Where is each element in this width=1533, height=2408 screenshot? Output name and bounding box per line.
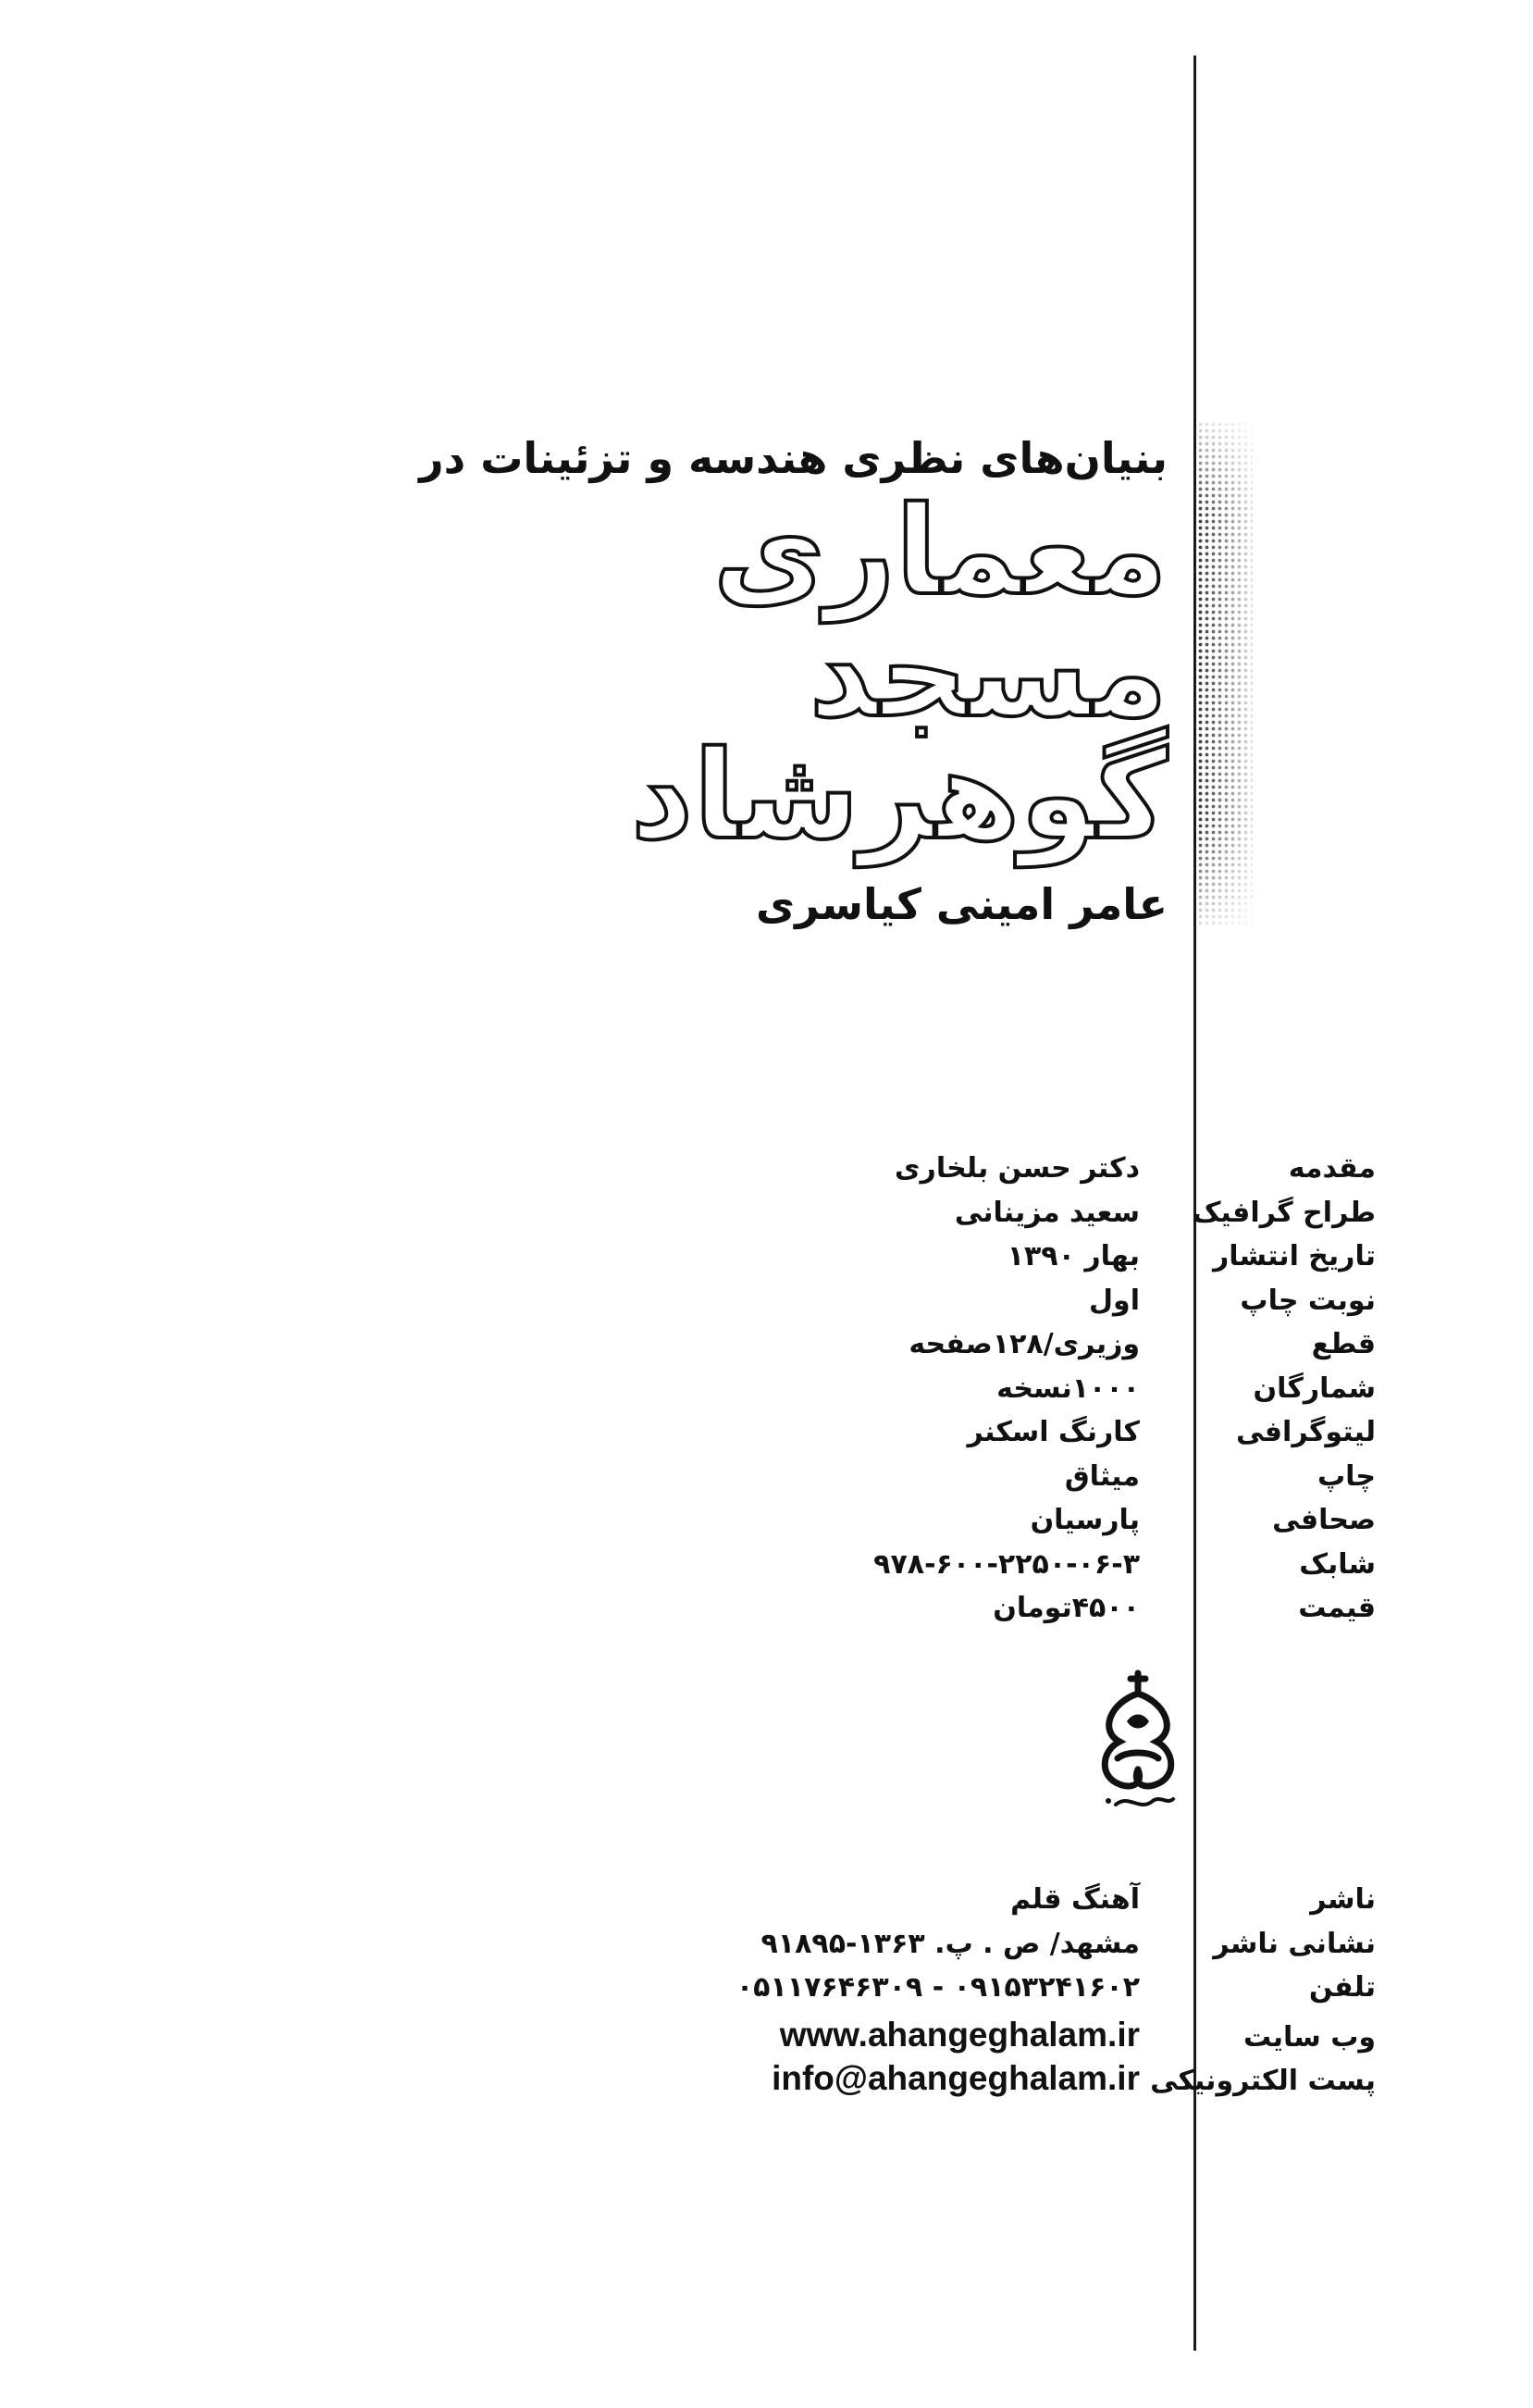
colophon-row-isbn <box>451 1548 1376 1593</box>
website-link[interactable]: www.ahangeghalam.ir <box>779 2015 1140 2054</box>
publisher-label: تلفن <box>1308 1971 1376 2004</box>
publisher-row-website <box>451 2016 1376 2060</box>
colophon-value: وزیری/۱۲۸صفحه <box>909 1328 1140 1360</box>
publisher-label: نشانی ناشر <box>1213 1927 1376 1960</box>
colophon-value: کارنگ اسکنر <box>967 1416 1140 1448</box>
book-title-line-3: گوهرشاد <box>630 725 1168 867</box>
colophon-label: قطع <box>1311 1328 1376 1360</box>
publisher-value: مشهد/ ص . پ. ۱۳۶۳-۹۱۸۹۵ <box>760 1927 1140 1960</box>
colophon-row-printing <box>451 1460 1376 1505</box>
book-subtitle: بنیان‌های نظری هندسه و تزئینات در <box>419 433 1168 483</box>
publisher-value: آهنگ قلم <box>1010 1883 1140 1916</box>
email-link[interactable]: info@ahangeghalam.ir <box>772 2059 1140 2097</box>
colophon-row-binding <box>451 1504 1376 1548</box>
colophon-value: سعید مزینانی <box>954 1196 1140 1229</box>
book-title-line-1: معماری <box>712 480 1168 623</box>
publisher-label: ناشر <box>1310 1883 1376 1916</box>
publisher-row-address <box>451 1928 1376 1972</box>
colophon-details <box>451 1152 1376 1636</box>
publisher-row-phone <box>451 1971 1376 2016</box>
book-title-line-2: مسجد <box>809 602 1168 745</box>
colophon-row-lithography <box>451 1416 1376 1460</box>
colophon-value: ۴۵۰۰تومان <box>993 1592 1140 1624</box>
colophon-value: ۱۰۰۰نسخه <box>996 1372 1140 1405</box>
publisher-label: پست الکترونیکی <box>1150 2065 1376 2097</box>
title-block <box>419 426 1168 937</box>
colophon-value: اول <box>1089 1284 1140 1317</box>
colophon-row-introduction <box>451 1152 1376 1197</box>
colophon-value: دکتر حسن بلخاری <box>895 1152 1140 1185</box>
colophon-row-publish-date <box>451 1240 1376 1285</box>
halftone-fade <box>1197 421 1253 925</box>
colophon-value: میثاق <box>1064 1459 1140 1493</box>
colophon-label: نوبت چاپ <box>1240 1284 1376 1317</box>
book-author: عامر امینی کیاسری <box>756 879 1168 929</box>
colophon-label: تاریخ انتشار <box>1213 1240 1376 1272</box>
colophon-label: طراح گرافیک <box>1192 1196 1376 1229</box>
colophon-label: مقدمه <box>1288 1152 1376 1185</box>
publisher-label: وب سایت <box>1242 2020 1376 2054</box>
colophon-label: لیتوگرافی <box>1236 1416 1376 1448</box>
colophon-label: شابک <box>1299 1547 1376 1581</box>
publisher-value: ۰۵۱۱۷۶۴۶۳۰۹ - ۰۹۱۵۳۲۴۱۶۰۲ <box>736 1971 1140 2004</box>
colophon-row-graphic-designer <box>451 1197 1376 1241</box>
colophon-row-print-run <box>451 1372 1376 1417</box>
colophon-value: پارسیان <box>1030 1504 1140 1536</box>
colophon-value: ۹۷۸-۶۰۰-۲۲۵۰-۰۶-۳ <box>873 1547 1140 1581</box>
colophon-label: صحافی <box>1272 1504 1376 1536</box>
colophon-row-format <box>451 1328 1376 1372</box>
publisher-details <box>451 1883 1376 2104</box>
colophon-label: قیمت <box>1298 1592 1376 1624</box>
colophon-label: شمارگان <box>1253 1372 1376 1405</box>
colophon-value: بهار ۱۳۹۰ <box>1007 1240 1140 1272</box>
book-title <box>520 480 1168 867</box>
publisher-logo-icon <box>1082 1666 1193 1823</box>
colophon-row-price <box>451 1592 1376 1636</box>
publisher-row-email <box>451 2059 1376 2104</box>
colophon-row-edition <box>451 1285 1376 1329</box>
colophon-label: چاپ <box>1317 1459 1376 1493</box>
publisher-row-name <box>451 1883 1376 1928</box>
